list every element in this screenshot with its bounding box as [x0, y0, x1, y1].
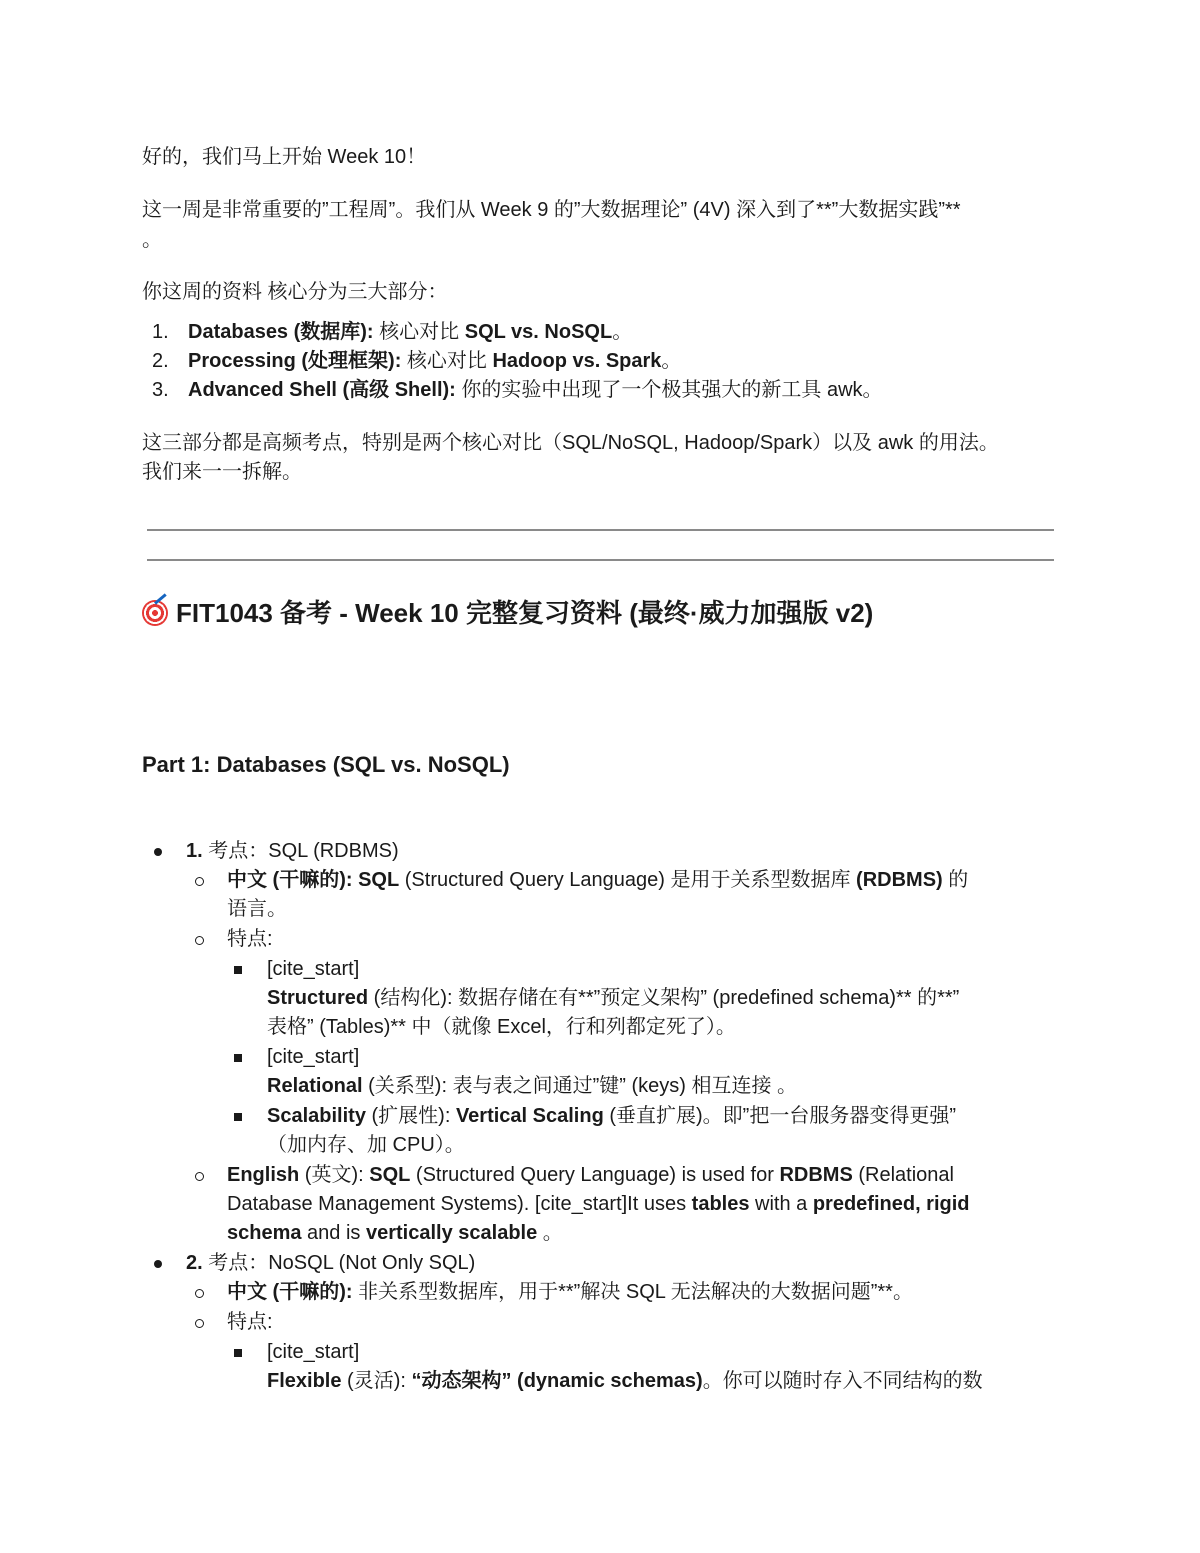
- item1-title: 1. 考点：SQL (RDBMS): [186, 840, 399, 862]
- item1-f1: Structured (结构化): 数据存储在有**”预定义架构” (predefined schema)** 的**”: [267, 987, 960, 1009]
- parts-list-item-3: 3. Advanced Shell (高级 Shell): 你的实验中出现了一个极其强大的新工具 awk。: [152, 379, 883, 401]
- divider-2: [147, 559, 1054, 561]
- summary-line-2: 我们来一一拆解。: [142, 461, 302, 483]
- intro-line-1: 好的，我们马上开始 Week 10！: [142, 146, 427, 168]
- target-icon: [142, 600, 168, 626]
- item1-en-line3: schema and is vertically scalable 。: [227, 1222, 563, 1244]
- parts-list-item-1: 1. Databases (数据库): 核心对比 SQL vs. NoSQL。: [152, 321, 633, 343]
- item1-en: English (英文): SQL (Structured Query Language) is used for RDBMS (Relational: [227, 1164, 954, 1186]
- item2-f1: Flexible (灵活): “动态架构” (dynamic schemas)。你可以随时存入不同结构的数: [267, 1370, 983, 1392]
- item1-features-label: 特点:: [227, 928, 273, 950]
- bullet-square: [234, 1054, 242, 1062]
- intro-line-2: 这一周是非常重要的”工程周”。我们从 Week 9 的”大数据理论” (4V) 深入到了**”大数据实践”**: [142, 199, 961, 221]
- item2-f1-cite: [cite_start]: [267, 1341, 360, 1363]
- item1-f2-cite: [cite_start]: [267, 1046, 360, 1068]
- summary-line-1: 这三部分都是高频考点，特别是两个核心对比（SQL/NoSQL, Hadoop/Spark）以及 awk 的用法。: [142, 432, 999, 454]
- item1-f1-cite: [cite_start]: [267, 958, 360, 980]
- item1-f1-line2: 表格” (Tables)** 中（就像 Excel，行和列都定死了）。: [267, 1016, 736, 1038]
- bullet-circle: [195, 877, 204, 886]
- bullet-square: [234, 1349, 242, 1357]
- item2-features-label: 特点:: [227, 1311, 273, 1333]
- divider-1: [147, 529, 1054, 531]
- item2-title: 2. 考点：NoSQL (Not Only SQL): [186, 1252, 476, 1274]
- item1-cn-line2: 语言。: [227, 898, 287, 920]
- bullet-square: [234, 1113, 242, 1121]
- parts-list-item-2: 2. Processing (处理框架): 核心对比 Hadoop vs. Spark。: [152, 350, 682, 372]
- item1-cn: 中文 (干嘛的): SQL (Structured Query Language) 是用于关系型数据库 (RDBMS) 的: [227, 869, 969, 891]
- bullet-circle: [195, 1289, 204, 1298]
- item2-cn: 中文 (干嘛的): 非关系型数据库，用于**”解决 SQL 无法解决的大数据问题”**。: [227, 1281, 913, 1303]
- intro-line-2b: 。: [142, 229, 162, 251]
- item1-f2: Relational (关系型): 表与表之间通过”键” (keys) 相互连接 。: [267, 1075, 798, 1097]
- item1-en-line2: Database Management Systems). [cite_start]It uses tables with a predefined, rigid: [227, 1193, 970, 1215]
- bullet-disc: [154, 848, 162, 856]
- bullet-circle: [195, 1172, 204, 1181]
- item1-f3: Scalability (扩展性): Vertical Scaling (垂直扩展)。即”把一台服务器变得更强”: [267, 1105, 956, 1127]
- bullet-circle: [195, 1319, 204, 1328]
- bullet-square: [234, 966, 242, 974]
- item1-f3-line2: （加内存、加 CPU）。: [267, 1134, 465, 1156]
- bullet-disc: [154, 1260, 162, 1268]
- bullet-circle: [195, 936, 204, 945]
- intro-line-3: 你这周的资料 核心分为三大部分：: [142, 281, 448, 303]
- part1-heading: Part 1: Databases (SQL vs. NoSQL): [142, 752, 510, 777]
- page-title: FIT1043 备考 - Week 10 完整复习资料 (最终·威力加强版 v2): [142, 596, 873, 630]
